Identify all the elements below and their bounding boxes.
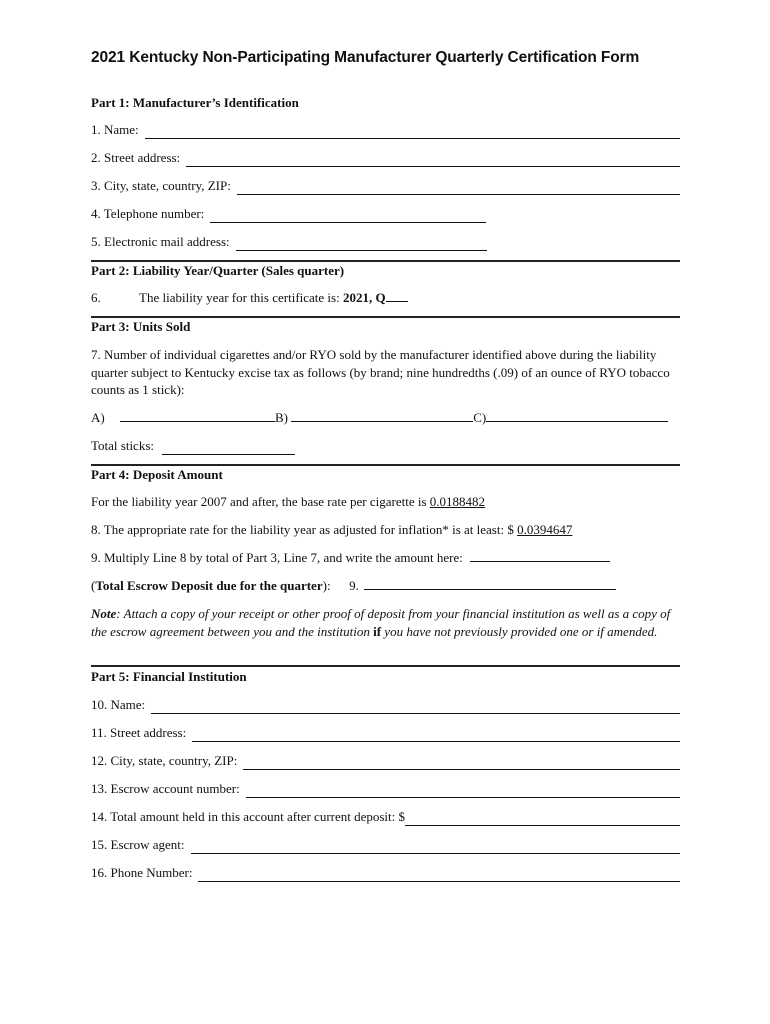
escrow-deposit-label: Total Escrow Deposit due for the quarter [95, 578, 323, 593]
line9-text: 9. Multiply Line 8 by total of Part 3, Line 7, and write the amount here: [91, 550, 463, 565]
liability-year-row [91, 289, 680, 307]
manufacturer-street-label: 2. Street address: [91, 150, 181, 165]
form-title: 2021 Kentucky Non-Participating Manufacturer Quarterly Certification Form [91, 49, 640, 66]
line8-rate-value: 0.0394647 [517, 522, 573, 537]
manufacturer-city-field[interactable] [237, 181, 680, 195]
escrow-line-number: 9. [349, 578, 359, 593]
manufacturer-email-field[interactable] [236, 237, 487, 251]
brand-c-label: C) [473, 410, 487, 425]
brand-b-field[interactable] [291, 409, 473, 422]
institution-name-label: 10. Name: [91, 697, 146, 712]
manufacturer-city-label: 3. City, state, country, ZIP: [91, 178, 231, 193]
part1-heading: Part 1: Manufacturer’s Identification [91, 95, 299, 110]
institution-phone-field[interactable] [198, 868, 680, 882]
note-label: Note [91, 606, 117, 621]
section-divider [91, 665, 680, 667]
part3-heading: Part 3: Units Sold [91, 319, 191, 334]
institution-phone-row [91, 864, 680, 882]
liability-year-value: 2021, Q [342, 290, 386, 305]
escrow-deposit-row [91, 577, 680, 595]
brand-c-field[interactable] [486, 409, 668, 422]
escrow-agent-field[interactable] [191, 840, 680, 854]
note-text-1: : Attach a copy of your receipt or other proof of deposit from your financial institution as well as a copy of the escrow agreement between you and the institution [91, 606, 671, 639]
part5-heading: Part 5: Financial Institution [91, 669, 247, 684]
base-rate-row [91, 493, 680, 511]
institution-name-field[interactable] [151, 700, 680, 714]
part2-heading: Part 2: Liability Year/Quarter (Sales quarter) [91, 263, 345, 278]
liability-year-text: The liability year for this certificate is: [139, 290, 343, 305]
note-if: if [373, 623, 382, 639]
institution-street-field[interactable] [192, 728, 680, 742]
escrow-open-paren: ( [91, 578, 96, 593]
base-rate-text: For the liability year 2007 and after, the base rate per cigarette is [91, 494, 430, 509]
escrow-close-paren: ): [322, 578, 331, 593]
institution-name-row [91, 696, 680, 714]
manufacturer-name-field[interactable] [145, 125, 680, 139]
institution-street-label: 11. Street address: [91, 725, 187, 740]
institution-city-label: 12. City, state, country, ZIP: [91, 753, 238, 768]
brand-a-field[interactable] [120, 409, 275, 422]
escrow-agent-row [91, 836, 680, 854]
line9-row [91, 549, 680, 567]
institution-city-field[interactable] [243, 756, 680, 770]
total-amount-row [91, 808, 680, 826]
line6-number: 6. [91, 290, 101, 305]
total-sticks-label: Total sticks: [91, 438, 155, 453]
line7-text: 7. Number of individual cigarettes and/or RYO sold by the manufacturer identified above during the liability quarter subject to Kentucky excise tax as follows (by brand; nine hundredths (.09) of an ounce of RYO tobacco counts as 1 stick): [91, 347, 670, 397]
escrow-account-row [91, 780, 680, 798]
line9-amount-field[interactable] [470, 549, 610, 562]
escrow-account-label: 13. Escrow account number: [91, 781, 240, 796]
brand-a-label: A) [91, 410, 105, 425]
manufacturer-email-row [91, 233, 680, 251]
institution-city-row [91, 752, 680, 770]
manufacturer-phone-label: 4. Telephone number: [91, 206, 205, 221]
total-amount-field[interactable] [405, 812, 680, 826]
manufacturer-email-label: 5. Electronic mail address: [91, 234, 230, 249]
line8-row [91, 521, 680, 539]
manufacturer-street-field[interactable] [186, 153, 680, 167]
institution-phone-label: 16. Phone Number: [91, 865, 193, 880]
deposit-note [91, 605, 680, 640]
brand-b-label: B) [274, 410, 288, 425]
total-sticks-row [91, 437, 680, 455]
total-amount-label: 14. Total amount held in this account after current deposit: $ [91, 809, 406, 824]
base-rate-value: 0.0188482 [429, 494, 486, 509]
brand-sales-row [91, 409, 680, 427]
manufacturer-phone-field[interactable] [210, 209, 486, 223]
escrow-account-field[interactable] [246, 784, 680, 798]
institution-street-row [91, 724, 680, 742]
manufacturer-name-row [91, 121, 680, 139]
quarter-field[interactable] [386, 289, 408, 302]
manufacturer-city-row [91, 177, 680, 195]
manufacturer-street-row [91, 149, 680, 167]
total-sticks-field[interactable] [162, 441, 295, 455]
manufacturer-name-label: 1. Name: [91, 122, 139, 137]
line8-text: 8. The appropriate rate for the liability year as adjusted for inflation* is at least: $ [91, 522, 518, 537]
escrow-deposit-field[interactable] [364, 577, 616, 590]
manufacturer-phone-row [91, 205, 680, 223]
escrow-agent-label: 15. Escrow agent: [91, 837, 185, 852]
part4-heading: Part 4: Deposit Amount [91, 467, 223, 482]
note-text-2: you have not previously provided one or if amended. [381, 623, 658, 639]
